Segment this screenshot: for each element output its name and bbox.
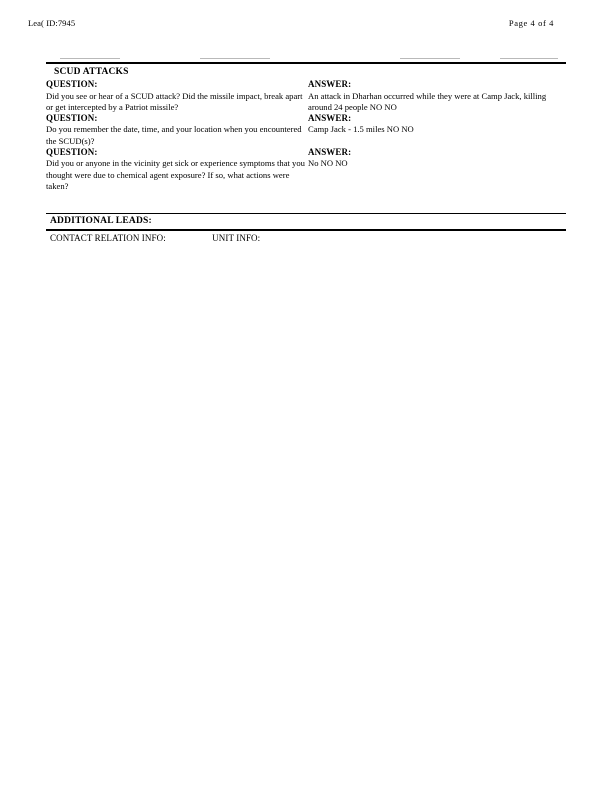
unit-info-label: UNIT INFO:: [212, 233, 261, 243]
question-label-3: QUESTION:: [46, 146, 98, 157]
qa-row-text: [46, 158, 566, 192]
answer-label-3: ANSWER:: [308, 146, 352, 157]
lead-id-label: Lea( ID:7945: [28, 18, 76, 28]
answer-label-1: ANSWER:: [308, 79, 352, 89]
qa-row-text: [46, 124, 566, 146]
scud-attacks-section: [46, 62, 566, 192]
page-number-label: Page 4 of 4: [508, 18, 554, 28]
leads-fields-row: [46, 231, 566, 243]
qa-row-labels: [46, 79, 566, 91]
qa-row-labels: [46, 113, 566, 125]
scan-artifact-2: [200, 58, 270, 59]
additional-leads-title: ADDITIONAL LEADS:: [50, 216, 152, 226]
page-header: [28, 18, 584, 34]
additional-leads-section: [46, 213, 566, 243]
qa-row-labels: [46, 147, 566, 159]
question-text-3: Did you or anyone in the vicinity get sick or experience symptoms that you thought were due to chemical agent exposure? If so, what actions were taken?: [46, 158, 305, 191]
contact-relation-info-label: CONTACT RELATION INFO:: [50, 233, 166, 243]
answer-text-1: An attack in Dharhan occurred while they were at Camp Jack, killing around 24 people NO NO: [308, 90, 547, 112]
qa-row-text: [46, 91, 566, 113]
scan-artifact-1: [60, 58, 120, 59]
question-text-1: Did you see or hear of a SCUD attack? Did the missile impact, break apart or get intercepted by a Patriot missile?: [46, 90, 303, 112]
scan-artifact-3: [400, 58, 460, 59]
question-label-2: QUESTION:: [46, 112, 98, 123]
question-text-2: Do you remember the date, time, and your location when you encountered the SCUD(s)?: [46, 124, 302, 146]
answer-text-2: Camp Jack - 1.5 miles NO NO: [308, 124, 414, 135]
section-title: SCUD ATTACKS: [54, 67, 129, 77]
answer-text-3: No NO NO: [308, 158, 348, 169]
question-label-1: QUESTION:: [46, 79, 98, 89]
qa-table: [46, 79, 566, 192]
scan-artifact-4: [500, 58, 558, 59]
answer-label-2: ANSWER:: [308, 112, 352, 123]
